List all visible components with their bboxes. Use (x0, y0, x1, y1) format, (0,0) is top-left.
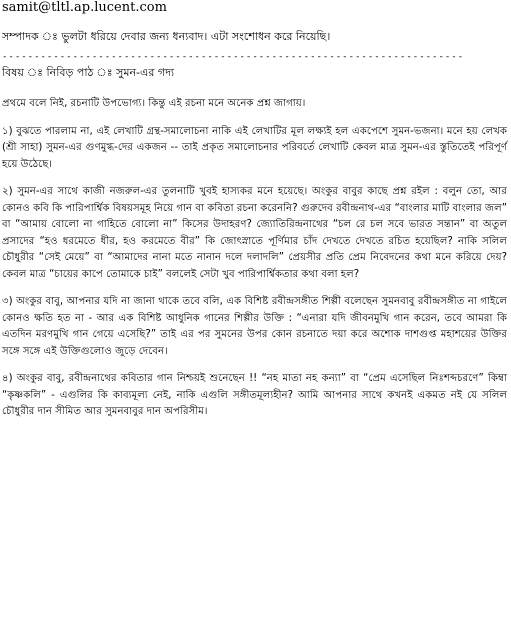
paragraph-point-4: ৪) অংকুর বাবু, রবীন্দ্রনাথের কবিতার গান নিশ্চয়ই শুনেছেন !! “নহ মাতা নহ কন্যা” বা “প্রেম এসেছিল নিঃশব্দচরণে” কিম্বা “কৃষ্ণকলি” - এগুলির কি কাব্যমূল্য নেই, নাকি এগুলি সঙ্গীতমূল্যহীন? আমি আপনার সাথে কখনই একমত নই যে সলিল চৌধুরীর দান সীমিত আর সুমনবাবুর দান অপরিসীম। (2, 373, 507, 417)
letter-body (2, 96, 507, 432)
editor-note: সম্পাদক ঃ ভুলটা ধরিয়ে দেবার জন্য ধন্যবাদ। এটা সংশোধন করে নিয়েছি। (2, 30, 331, 43)
paragraph-point-3: ৩) অংকুর বাবু, আপনার যদি না জানা থাকে তবে বলি, এক বিশিষ্ট রবীন্দ্রসঙ্গীত শিল্পী বলেছেন সুমনবাবু রবীন্দ্রসঙ্গীত না গাইলে কোনও ক্ষতি হত না - আর এক বিশিষ্ট আধুনিক গানের শিল্পীর উক্তি : “এনারা যদি জীবনমুখি গান করেন, তবে আমরা কি এতদিন মরণমুখি গান গেয়ে এসেছি?” তাই এর পর সুমনের উপর কোন রচনাতে দয়া করে অশোক দাশগুপ্ত মহাশয়ের উক্তির সঙ্গে সঙ্গে এই উক্তিগুলোও জুড়ে দেবেন। (2, 296, 507, 357)
paragraph-intro: প্রথমে বলে নিই, রচনাটি উপভোগ্য। কিন্তু এই রচনা মনে অনেক প্রশ্ন জাগায়। (2, 98, 306, 109)
subject-line: বিষয় ঃ নিবিড় পাঠ ঃ সুমন-এর গদ্য (2, 66, 175, 79)
sender-email: samit@tltl.ap.lucent.com (2, 0, 167, 15)
paragraph-point-2: ২) সুমন-এর সাথে কাজী নজরুল-এর তুলনাটি খুবই হাস্যকর মনে হয়েছে। অংকুর বাবুর কাছে প্রশ্ন রইল : বলুন তো, আর কোনও কবি কি পারিপার্শ্বিক বিষয়সমূহ নিয়ে গান বা কবিতা রচনা করেননি? গুরুদেব রবীন্দ্রনাথ-এর “বাংলার মাটি বাংলার জল” বা “আমায় বোলো না গাহিতে বোলো না” কিসের উদাহরণ? জ্যোতিরিন্দ্রনাথের “চল রে চল সবে ভারত সন্তান” বা অতুল প্রসাদের “হও ধরমেতে ধীর, হও করমেতে বীর” কি জোৎস্নাতে পূর্ণিমার চাঁদ দেখতে দেখতে রচিত হয়েছিল? নাকি সলিল চৌধুরীর “সেই মেয়ে” বা “আমাদের নানা মতে নানান দলে দলাদলি” প্রেয়সীর প্রতি প্রেম নিবেদনের কথা মনে করিয়ে দেয়? কেবল মাত্র “চায়ের কাপে তোমাকে চাই” বললেই সেটা খুব পারিপার্শ্বিকতার কথা বলা হল? (2, 186, 507, 280)
divider-line: ------------------------------------------------------------------------ (2, 52, 465, 62)
paragraph-point-1: ১) বুঝতে পারলাম না, এই লেখাটি গ্রন্থ-সমালোচনা নাকি এই লেখাটির মূল লক্ষ্যই হল একপেশে সুমন-ভজনা। মনে হয় লেখক (শ্রী সাহা) সুমন-এর গুণমুগ্ধ-দের একজন -- তাই প্রকৃত সমালোচনার পরিবর্তে লেখাটি কেবল মাত্র সুমন-এর স্তুতিতেই পরিপূর্ণ হয়ে উঠেছে। (2, 125, 507, 170)
